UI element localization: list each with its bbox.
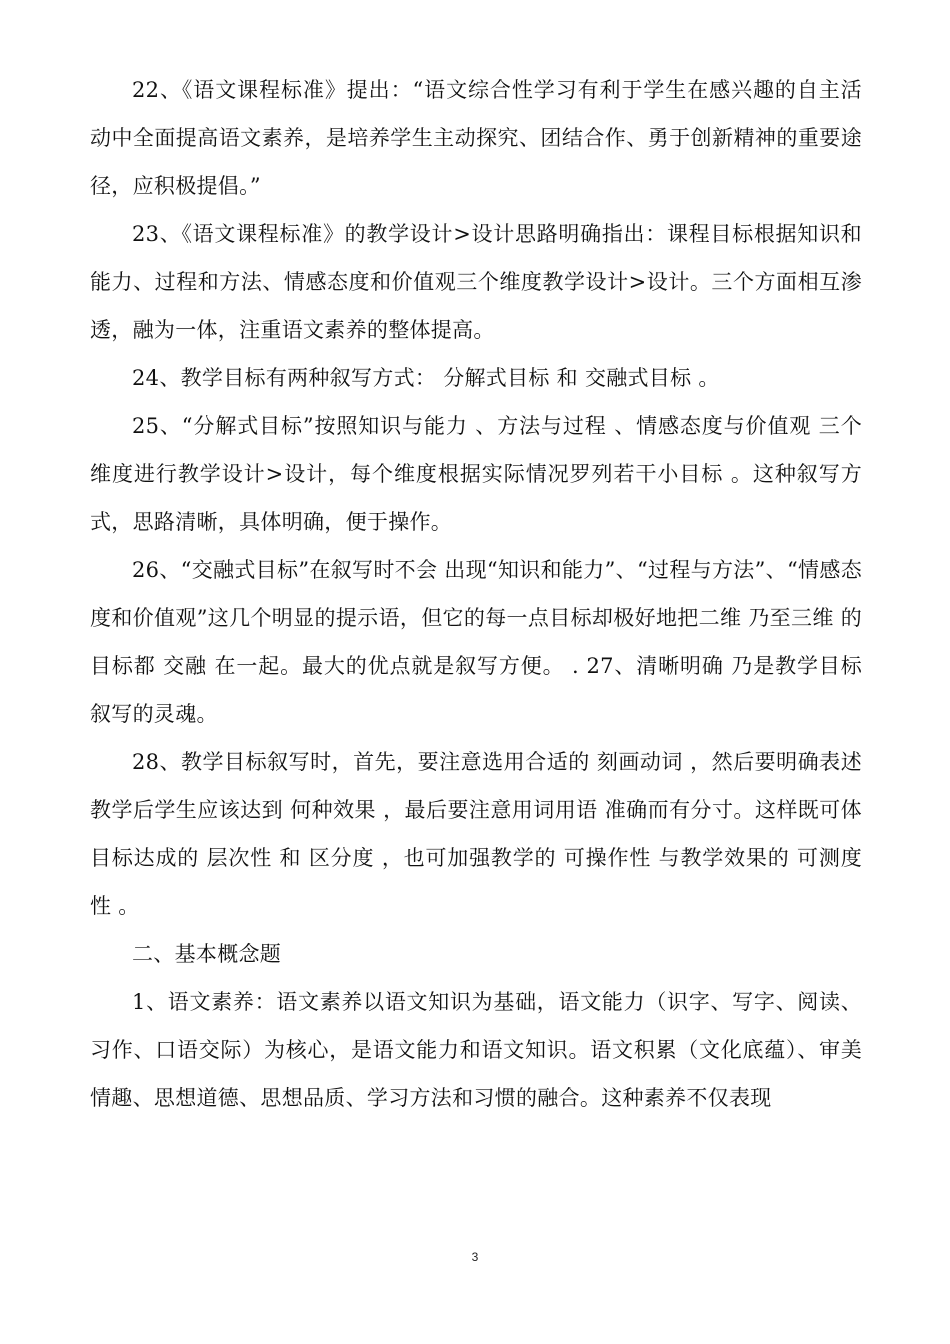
paragraph-28: 28、教学目标叙写时，首先，要注意选用合适的 刻画动词 ，然后要明确表述教学后学生应该达到 何种效果 ，最后要注意用词用语 准确而有分寸。这样既可体目标达成的 层次性 和 区分度 ，也可加强教学的 可操作性 与教学效果的 可测度性 。 [90,750,862,918]
paragraph-26-27: 26、“交融式目标”在叙写时不会 出现“知识和能力”、“过程与方法”、“情感态度和价值观”这几个明显的提示语，但它的每一点目标却极好地把二维 乃至三维 的目标都 交融 在一起。最大的优点就是叙写方便。 . 27、清晰明确 乃是教学目标叙写的灵魂。 [90,558,862,726]
paragraph-24: 24、教学目标有两种叙写方式： 分解式目标 和 交融式目标 。 [132,366,720,390]
paragraph-22: 22、《语文课程标准》提出：“语文综合性学习有利于学生在感兴趣的自主活动中全面提高语文素养，是培养学生主动探究、团结合作、勇于创新精神的重要途径，应积极提倡。” [90,78,862,198]
document-page [90,66,862,1122]
paragraph-25: 25、“分解式目标”按照知识与能力 、方法与过程 、情感态度与价值观 三个维度进行教学设计>设计，每个维度根据实际情况罗列若干小目标 。这种叙写方式，思路清晰，具体明确，便于操作。 [90,414,862,534]
page-number: 3 [471,1250,479,1264]
concept-paragraph-1: 1、语文素养：语文素养以语文知识为基础，语文能力（识字、写字、阅读、习作、口语交际）为核心，是语文能力和语文知识。语文积累（文化底蕴）、审美情趣、思想道德、思想品质、学习方法和习惯的融合。这种素养不仅表现 [90,990,862,1110]
section-heading: 二、基本概念题 [132,942,282,966]
paragraph-23: 23、《语文课程标准》的教学设计>设计思路明确指出：课程目标根据知识和能力、过程和方法、情感态度和价值观三个维度教学设计>设计。三个方面相互渗透，融为一体，注重语文素养的整体提高。 [90,222,862,342]
